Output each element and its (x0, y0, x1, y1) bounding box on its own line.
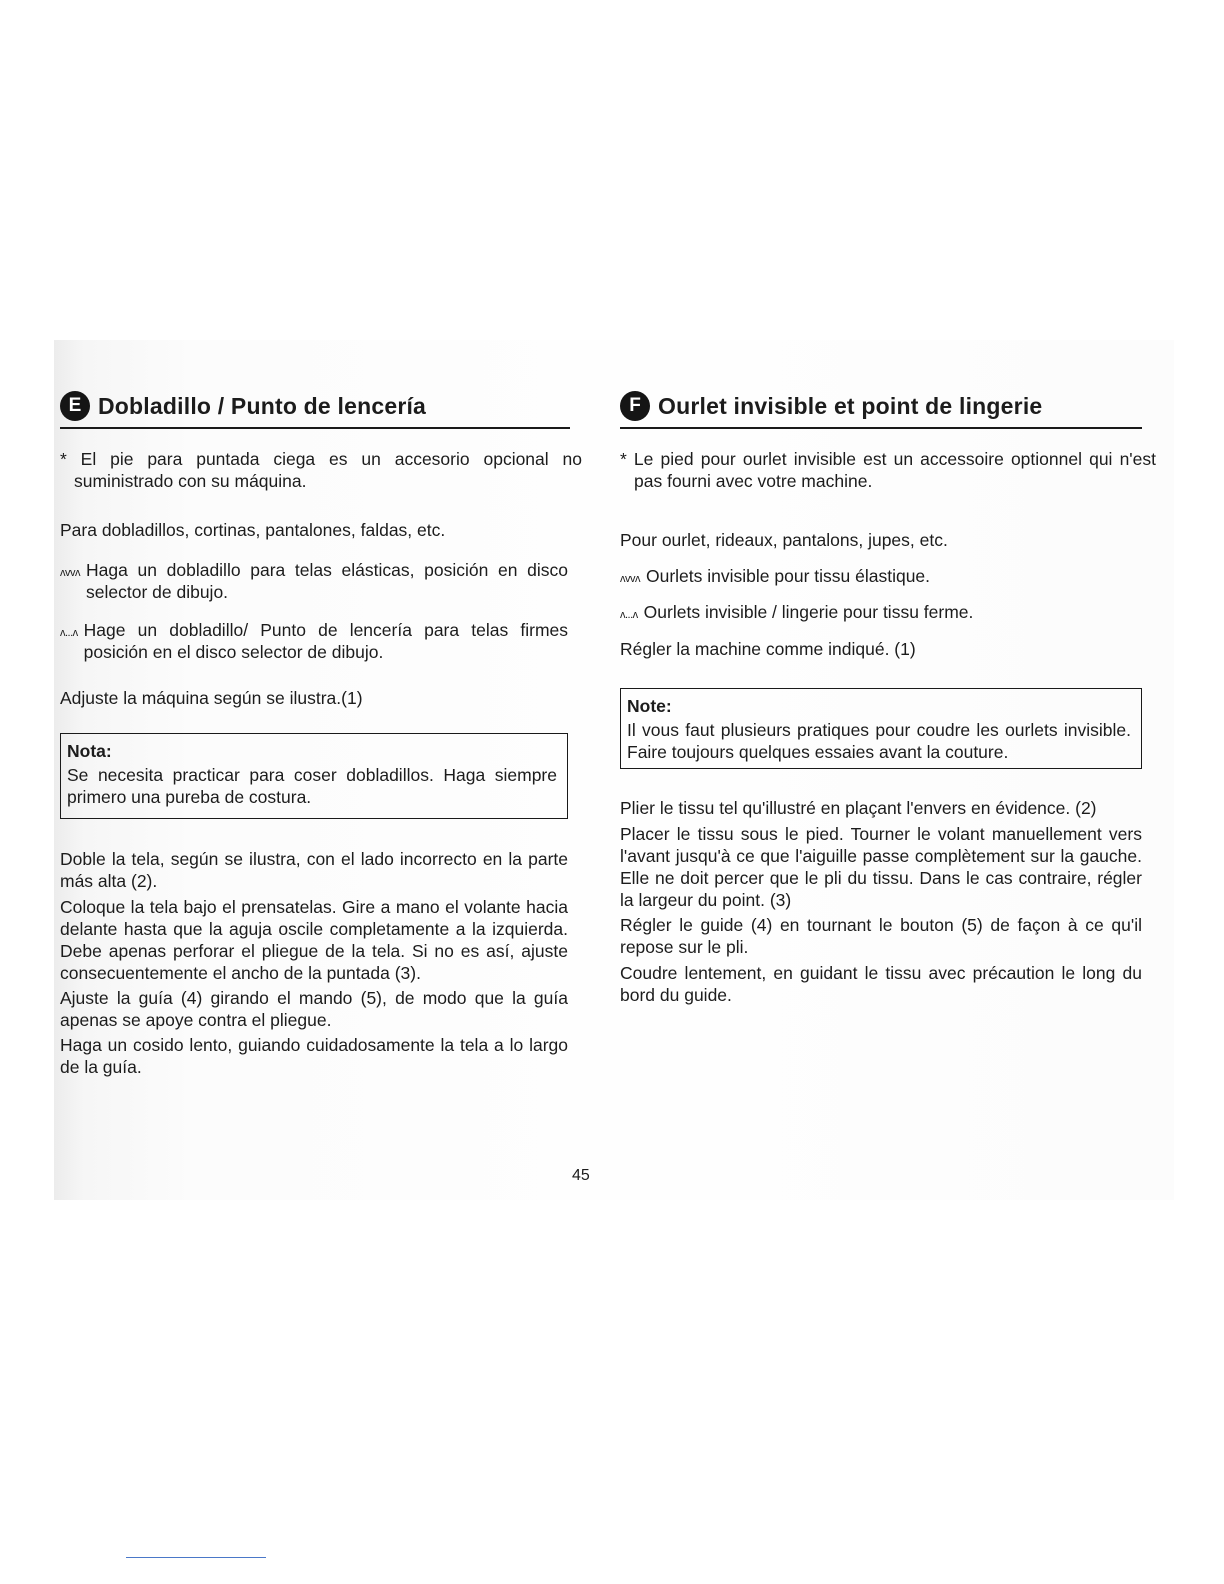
step-sew-slowly: Coudre lentement, en guidant le tissu avec précaution le long du bord du guide. (620, 963, 1142, 1005)
intro-uses: Para dobladillos, cortinas, pantalones, faldas, etc. (60, 520, 446, 540)
adjust-machine: Adjuste la máquina según se ilustra.(1) (60, 688, 363, 708)
section-french (620, 388, 1142, 429)
section-badge-f: F (620, 391, 650, 421)
section-badge-e: E (60, 391, 90, 421)
stitch-elastic-text: Haga un dobladillo para telas elásticas, posición en disco selector de dibujo. (86, 560, 568, 602)
note-title: Nota: (67, 741, 112, 761)
step-fold-fabric: Doble la tela, según se ilustra, con el lado incorrecto en la parte más alta (2). (60, 849, 568, 891)
section-title: Ourlet invisible et point de lingerie (658, 392, 1043, 419)
section-spanish (60, 388, 570, 429)
section-heading-f (620, 388, 1142, 429)
note-box (620, 688, 1142, 769)
stretch-blindstitch-icon: ʌvvʌ (60, 567, 80, 579)
step-adjust-guide: Régler le guide (4) en tournant le bouton (5) de façon à ce qu'il repose sur le pli. (620, 915, 1142, 957)
intro-uses: Pour ourlet, rideaux, pantalons, jupes, etc. (620, 530, 948, 550)
blindstitch-icon: ʌ...ʌ (620, 609, 638, 621)
footnote-optional-foot: * Le pied pour ourlet invisible est un accessoire optionnel qui n'est pas fourni avec votre machine. (620, 449, 1156, 491)
note-title: Note: (627, 696, 672, 716)
section-heading-e (60, 388, 570, 429)
blindstitch-icon: ʌ...ʌ (60, 627, 78, 639)
section-title: Dobladillo / Punto de lencería (98, 392, 427, 419)
note-text: Se necesita practicar para coser dobladillos. Haga siempre primero una pureba de costura. (67, 765, 557, 807)
step-place-fabric: Coloque la tela bajo el prensatelas. Gire a mano el volante hacia delante hasta que la aguja oscile completamente a la izquierda. Debe apenas perforar el pliegue de la tela. Si no es así, ajuste consecuentemente el ancho de la puntada (3). (60, 897, 568, 983)
stretch-blindstitch-icon: ʌvvʌ (620, 573, 640, 585)
stitch-firm-line (620, 601, 1142, 626)
adjust-machine: Régler la machine comme indiqué. (1) (620, 639, 916, 659)
note-box (60, 733, 568, 819)
stitch-firm-line (60, 619, 568, 663)
stitch-elastic-line (60, 559, 568, 603)
divider-line (126, 1557, 266, 1558)
stitch-elastic-text: Ourlets invisible pour tissu élastique. (646, 566, 931, 586)
step-fold-fabric: Plier le tissu tel qu'illustré en plaçant l'envers en évidence. (2) (620, 798, 1097, 818)
note-text: Il vous faut plusieurs pratiques pour coudre les ourlets invisible. Faire toujours quelques essaies avant la couture. (627, 720, 1131, 762)
page-number: 45 (572, 1167, 590, 1184)
stitch-elastic-line (620, 565, 1142, 590)
step-place-fabric: Placer le tissu sous le pied. Tourner le volant manuellement vers l'avant jusqu'à ce que l'aiguille passe complètement sur la gauche. Elle ne doit percer que le pli du tissu. Dans le cas contraire, régler la largeur du point. (3) (620, 824, 1142, 910)
stitch-firm-text: Ourlets invisible / lingerie pour tissu ferme. (643, 602, 974, 622)
footnote-optional-foot: * El pie para puntada ciega es un accesorio opcional no suministrado con su máquina. (60, 449, 582, 491)
stitch-firm-text: Hage un dobladillo/ Punto de lencería para telas firmes posición en el disco selector de dibujo. (83, 620, 568, 662)
step-sew-slowly: Haga un cosido lento, guiando cuidadosamente la tela a lo largo de la guía. (60, 1035, 568, 1077)
step-adjust-guide: Ajuste la guía (4) girando el mando (5), de modo que la guía apenas se apoye contra el pliegue. (60, 988, 568, 1030)
